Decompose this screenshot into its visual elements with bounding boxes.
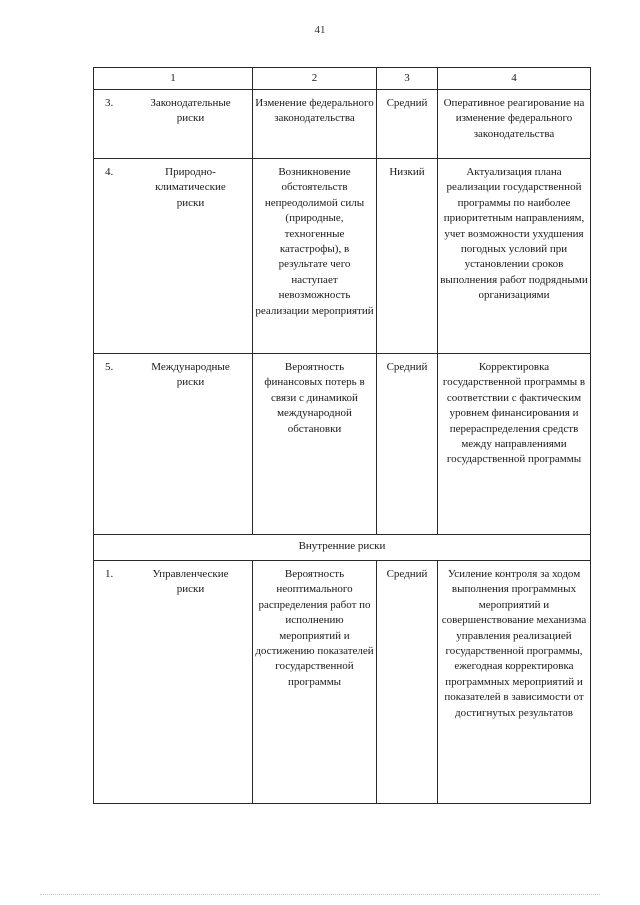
risk-measures: Корректировка государственной программы в соответствии с фактическим уровнем финансирования и перераспределения средств между направлениями государственной программы	[438, 354, 591, 535]
risk-description: Возникновение обстоятельств непреодолимой силы (природные, техногенные катастрофы), в результате чего наступает невозможность реализации мероприятий	[253, 159, 377, 354]
risk-level: Низкий	[377, 159, 438, 354]
row-number: 1.	[105, 568, 114, 580]
risk-measures: Оперативное реагирование на изменение федерального законодательства	[438, 90, 591, 159]
risk-table	[93, 67, 591, 804]
risk-measures: Усиление контроля за ходом выполнения программных мероприятий и совершенствование механизма управления реализацией государственной программы, ежегодная корректировка программных мероприятий и показателей в зависимости от достигнутых результатов	[438, 561, 591, 804]
risk-name: Законодательные риски	[150, 97, 231, 125]
table-header-row	[94, 68, 591, 90]
column-header-3: 3	[377, 68, 438, 90]
risk-name: Природно-климатические риски	[155, 166, 226, 209]
risk-name-cell	[94, 561, 253, 804]
risk-description: Вероятность финансовых потерь в связи с динамикой международной обстановки	[253, 354, 377, 535]
table-row	[94, 354, 591, 535]
risk-level: Средний	[377, 90, 438, 159]
table-row	[94, 561, 591, 804]
risk-name-cell	[94, 159, 253, 354]
page-number: 41	[314, 24, 326, 36]
risk-level: Средний	[377, 561, 438, 804]
table-row	[94, 159, 591, 354]
section-row	[94, 535, 591, 561]
scan-footer-line	[40, 892, 600, 895]
row-number: 5.	[105, 361, 114, 373]
row-number: 3.	[105, 97, 114, 109]
section-title: Внутренние риски	[94, 535, 591, 561]
risk-measures: Актуализация плана реализации государственной программы по наиболее приоритетным направлениям, учет возможности ухудшения погодных условий при установлении сроков выполнения работ подрядными организациями	[438, 159, 591, 354]
column-header-1: 1	[94, 68, 253, 90]
risk-description: Изменение федерального законодательства	[253, 90, 377, 159]
column-header-2: 2	[253, 68, 377, 90]
risk-name: Управленческие риски	[152, 568, 229, 596]
table-row	[94, 90, 591, 159]
risk-name-cell	[94, 354, 253, 535]
row-number: 4.	[105, 166, 114, 178]
risk-name: Международные риски	[151, 361, 230, 389]
risk-name-cell	[94, 90, 253, 159]
risk-level: Средний	[377, 354, 438, 535]
risk-description: Вероятность неоптимального распределения работ по исполнению мероприятий и достижению показателей государственной программы	[253, 561, 377, 804]
column-header-4: 4	[438, 68, 591, 90]
